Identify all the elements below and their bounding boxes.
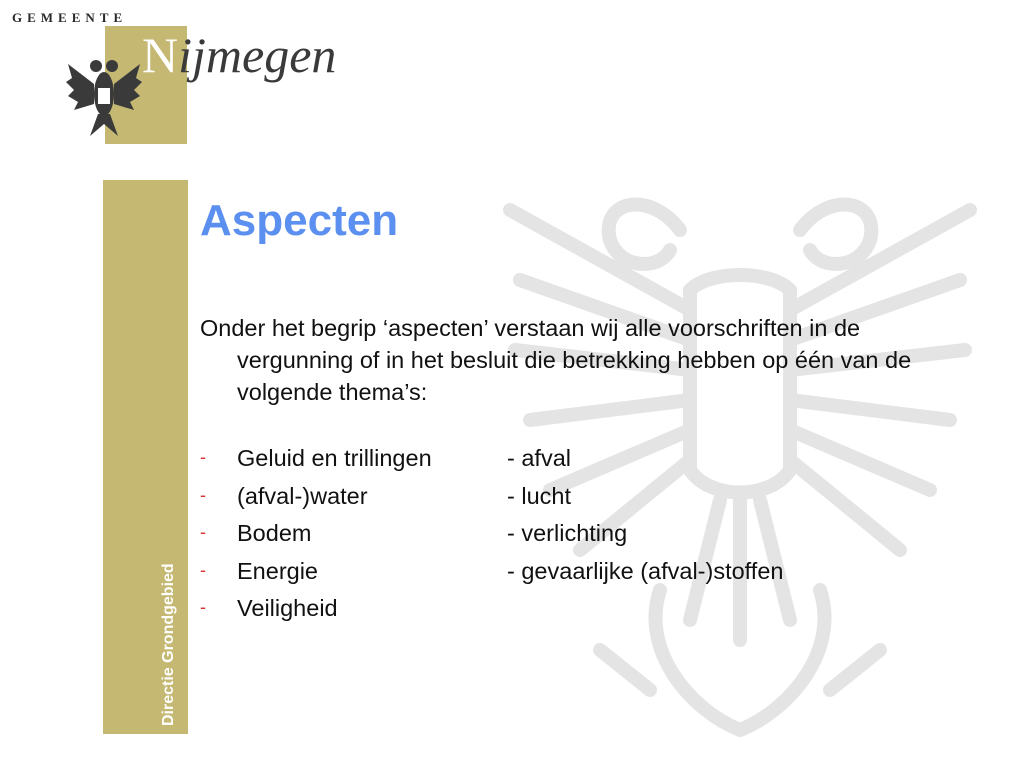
bullet-dash: - [200, 447, 206, 467]
aspect-list [200, 445, 960, 633]
logo-city-rest: ijmegen [178, 27, 337, 83]
aspect-right: - verlichting [507, 520, 628, 546]
aspect-right: - gevaarlijke (afval-)stoffen [507, 557, 784, 584]
side-band-label: Directie Grondgebied [160, 563, 177, 726]
list-item [200, 483, 960, 521]
list-item [200, 558, 960, 596]
eagle-coat-of-arms-icon [64, 44, 144, 140]
list-item [200, 520, 960, 558]
aspect-right: - lucht [507, 482, 571, 509]
aspect-left: Geluid en trillingen [237, 445, 432, 471]
slide-intro-paragraph: Onder het begrip ‘aspecten’ verstaan wij alle voorschriften in de vergunning of in het besluit die betrekking hebben op één van de volgende thema’s: [200, 315, 912, 405]
list-item [200, 595, 960, 633]
logo-city-initial: N [142, 27, 179, 83]
aspect-left: Bodem [237, 520, 312, 546]
aspect-left: Veiligheid [237, 595, 338, 621]
bullet-dash: - [200, 597, 206, 617]
aspect-left: (afval-)water [237, 482, 368, 509]
slide-title: Aspecten [200, 196, 399, 245]
aspect-right: - afval [507, 445, 571, 471]
list-item [200, 445, 960, 483]
logo-city-name [142, 26, 336, 84]
bullet-dash: - [200, 559, 206, 580]
aspect-left: Energie [237, 557, 318, 584]
bullet-dash: - [200, 522, 206, 542]
bullet-dash: - [200, 484, 206, 505]
logo-wordmark-top: GEMEENTE [12, 10, 128, 25]
